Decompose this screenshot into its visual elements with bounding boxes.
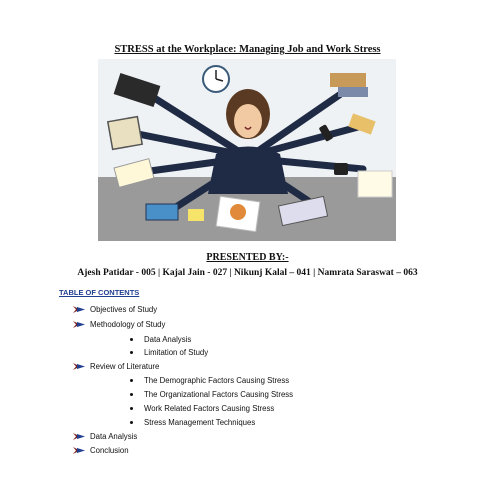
- arrow-bullet-icon: [73, 432, 85, 441]
- toc-item[interactable]: [73, 320, 165, 329]
- toc-item[interactable]: [130, 404, 274, 413]
- dot-bullet-icon: [130, 421, 133, 424]
- presented-by-label: PRESENTED BY:-: [206, 252, 289, 263]
- arrow-bullet-icon: [73, 320, 85, 329]
- toc-item-label: The Demographic Factors Causing Stress: [144, 376, 290, 385]
- toc-item-label: Data Analysis: [90, 432, 138, 441]
- arrow-bullet-icon: [73, 305, 85, 314]
- toc-item[interactable]: [73, 446, 129, 455]
- dot-bullet-icon: [130, 407, 133, 410]
- toc-item-label: Stress Management Techniques: [144, 418, 256, 427]
- toc-item-label: Review of Literature: [90, 362, 160, 371]
- toc-item[interactable]: [130, 348, 208, 357]
- sticky-note-icon: [188, 209, 204, 221]
- stressed-worker-illustration: [98, 59, 396, 241]
- toc-item-label: Work Related Factors Causing Stress: [144, 404, 275, 413]
- toc-heading: TABLE OF CONTENTS: [59, 288, 140, 297]
- dot-bullet-icon: [130, 393, 133, 396]
- arrow-bullet-icon: [73, 362, 85, 371]
- chart-report-icon: [216, 196, 260, 231]
- toc-item-label: Objectives of Study: [90, 305, 158, 314]
- toc-item[interactable]: [73, 362, 159, 371]
- clipboard-icon: [108, 117, 142, 150]
- coffee-cup-icon: [334, 163, 348, 175]
- dot-bullet-icon: [130, 338, 133, 341]
- toc-item-label: Methodology of Study: [90, 320, 166, 329]
- toc-item-label: Data Analysis: [144, 335, 192, 344]
- toc-item[interactable]: [73, 305, 157, 314]
- arrow-bullet-icon: [73, 446, 85, 455]
- toc-item-label: The Organizational Factors Causing Stress: [144, 390, 294, 399]
- dot-bullet-icon: [130, 351, 133, 354]
- toc-item-label: Limitation of Study: [144, 348, 209, 357]
- paper-stack-icon: [358, 171, 392, 197]
- toc-item[interactable]: [130, 376, 289, 385]
- toc-item[interactable]: [73, 432, 137, 441]
- authors-line: Ajesh Patidar - 005 | Kajal Jain - 027 | Nikunj Kalal – 041 | Namrata Saraswat – 063: [77, 268, 418, 278]
- calculator-icon: [146, 204, 178, 220]
- dot-bullet-icon: [130, 379, 133, 382]
- toc-item[interactable]: [130, 418, 255, 427]
- document-title: STRESS at the Workplace: Managing Job and Work Stress: [114, 44, 381, 55]
- clock-icon: [203, 66, 229, 92]
- toc-item[interactable]: [130, 335, 191, 344]
- toc-item-label: Conclusion: [90, 446, 129, 455]
- toc-item[interactable]: [130, 390, 293, 399]
